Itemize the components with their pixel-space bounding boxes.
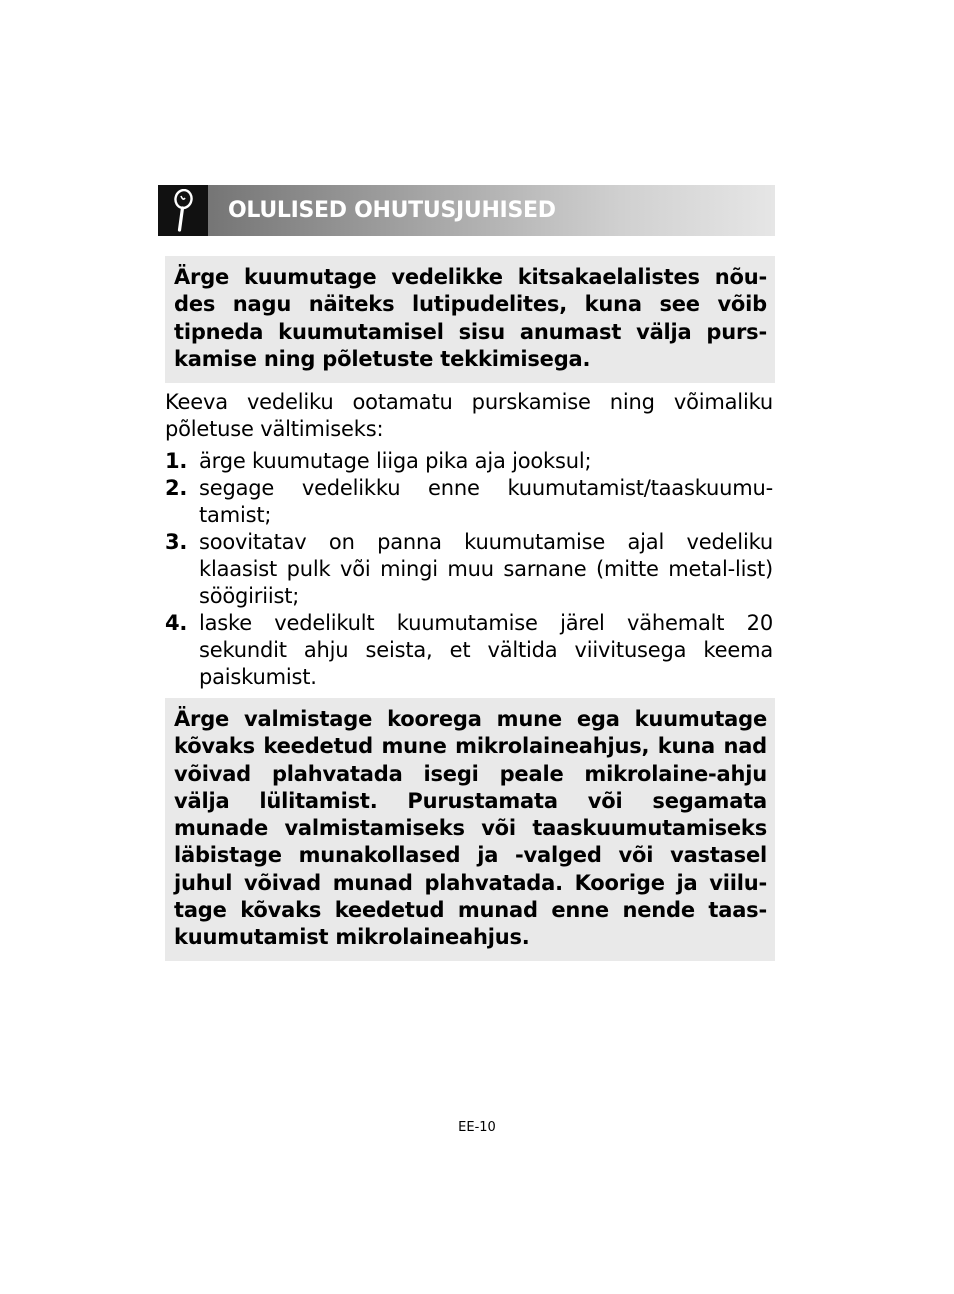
matchstick-icon [172, 189, 194, 233]
step-number: 4. [165, 611, 188, 635]
page-number: EE-10 [458, 1120, 496, 1135]
warning-text-eggs: Ärge valmistage koorega mune ega kuumutage kõvaks keedetud mune mikrolaineahjus, kuna nad võivad plahvatada isegi peale mikrolaine-ahju välja lülitamist. Purustamata või segamata munade valmistamiseks või taaskuumutamiseks läbistage munakollased ja -valged või vastasel juhul võivad munad plahvatada. Koorige ja viilu-tage kõvaks keedetud munad enne nende taas-kuumutamist mikrolaineahjus. [174, 707, 767, 950]
section-title: OLULISED OHUTUSJUHISED [228, 198, 556, 223]
step-text: segage vedelikku enne kuumutamist/taaskuumu-tamist; [199, 476, 773, 527]
warning-box-eggs [165, 698, 775, 961]
list-item [165, 610, 773, 691]
list-item [165, 529, 773, 610]
step-number: 3. [165, 530, 188, 554]
intro-paragraph: Keeva vedeliku ootamatu purskamise ning võimaliku põletuse vältimiseks: [165, 390, 773, 441]
header-icon-box [158, 185, 208, 236]
step-number: 1. [165, 449, 188, 473]
step-text: laske vedelikult kuumutamise järel vähemalt 20 sekundit ahju seista, et vältida viivitusega keema paiskumist. [199, 611, 773, 689]
step-number: 2. [165, 476, 188, 500]
list-item [165, 448, 773, 475]
step-text: soovitatav on panna kuumutamise ajal vedeliku klaasist pulk või mingi muu sarnane (mitte metal-list) söögiriist; [199, 530, 773, 608]
warning-text-bottles: Ärge kuumutage vedelikke kitsakaelalistes nõu-des nagu näiteks lutipudelites, kuna see võib tipneda kuumutamisel sisu anumast välja purs-kamise ning põletuste tekkimisega. [174, 265, 767, 371]
list-item [165, 475, 773, 529]
step-text: ärge kuumutage liiga pika aja jooksul; [199, 449, 592, 473]
section-header [158, 185, 775, 236]
steps-list [165, 448, 773, 691]
warning-box-bottles [165, 256, 775, 383]
